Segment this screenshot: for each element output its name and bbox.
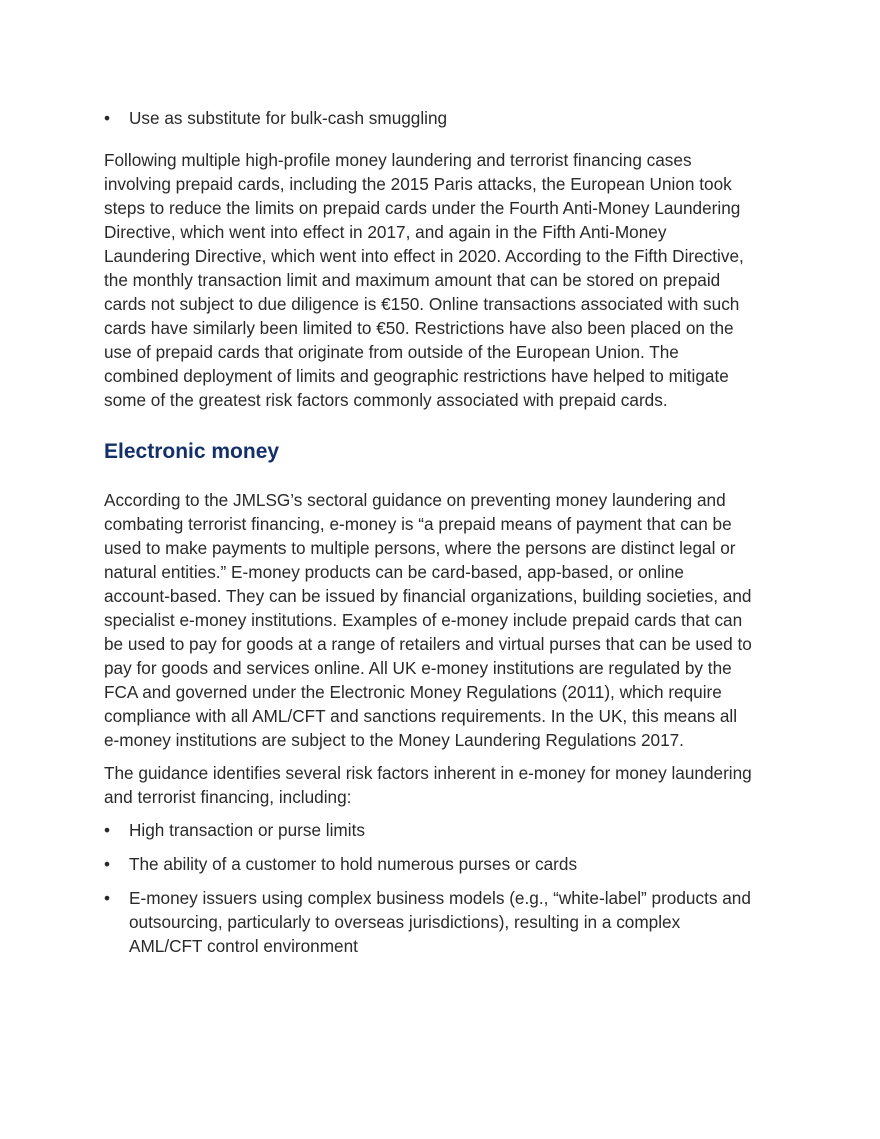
risk-factor-list: [104, 818, 752, 958]
list-item: • High transaction or purse limits: [104, 818, 752, 842]
list-item: • The ability of a customer to hold numerous purses or cards: [104, 852, 752, 876]
section-heading-electronic-money: Electronic money: [104, 440, 280, 463]
paragraph-prepaid-limits: Following multiple high-profile money laundering and terrorist financing cases involving prepaid cards, including the 2015 Paris attacks, the European Union took steps to reduce the limits on prepaid cards under the Fourth Anti-Money Laundering Directive, which went into effect in 2017, and again in the Fifth Anti-Money Laundering Directive, which went into effect in 2020. According to the Fifth Directive, the monthly transaction limit and maximum amount that can be stored on prepaid cards not subject to due diligence is €150. Online transactions associated with such cards have similarly been limited to €50. Restrictions have also been placed on the use of prepaid cards that originate from outside of the European Union. The combined deployment of limits and geographic restrictions have helped to mitigate some of the greatest risk factors commonly associated with prepaid cards.: [104, 150, 744, 410]
paragraph-emoney-definition: According to the JMLSG’s sectoral guidance on preventing money laundering and combating terrorist financing, e-money is “a prepaid means of payment that can be used to make payments to multiple persons, where the persons are distinct legal or natural entities.” E-money products can be card-based, app-based, or online account-based. They can be issued by financial organizations, building societies, and specialist e-money institutions. Examples of e-money include prepaid cards that can be used to pay for goods at a range of retailers and virtual purses that can be used to pay for goods and services online. All UK e-money institutions are regulated by the FCA and governed under the Electronic Money Regulations (2011), which require compliance with all AML/CFT and sanctions requirements. In the UK, this means all e-money institutions are subject to the Money Laundering Regulations 2017.: [104, 490, 752, 750]
paragraph-risk-intro: The guidance identifies several risk factors inherent in e-money for money laundering and terrorist financing, including:: [104, 763, 752, 807]
list-item: • E-money issuers using complex business models (e.g., “white-label” products and outsourcing, particularly to overseas jurisdictions), resulting in a complex AML/CFT control environment: [104, 886, 752, 958]
list-item: • Use as substitute for bulk-cash smuggling: [104, 106, 752, 130]
bullet-list-top: [104, 106, 752, 130]
page-content: [104, 106, 752, 968]
